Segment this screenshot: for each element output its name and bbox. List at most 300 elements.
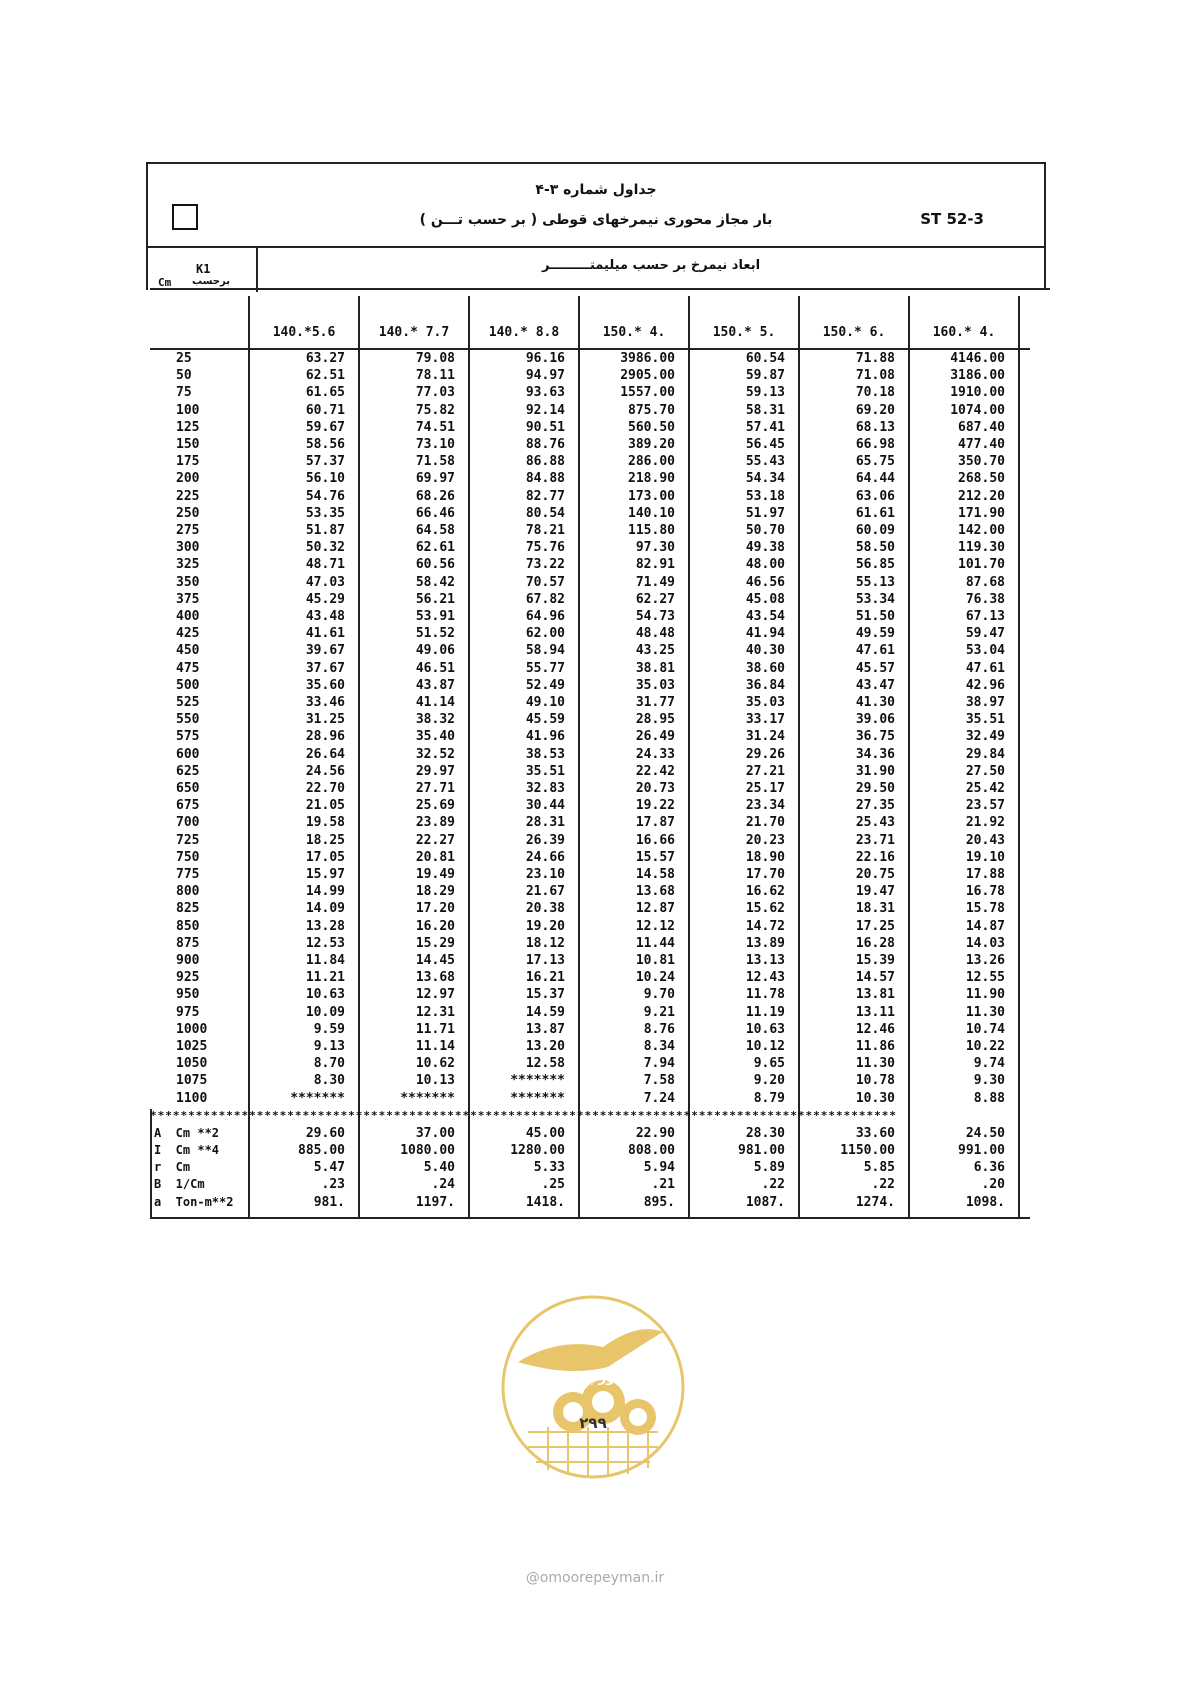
table-cell: 17.13	[525, 953, 565, 968]
table-cell: 53.18	[745, 488, 785, 504]
table-cell: 20.75	[855, 867, 895, 882]
row-k-value: 550	[176, 712, 200, 728]
table-cell: 18.12	[525, 935, 565, 951]
table-cell: 41.61	[305, 626, 345, 642]
table-cell: 3986.00	[620, 351, 675, 366]
table-cell: 97.30	[635, 540, 675, 556]
row-k-value: 500	[176, 677, 200, 693]
table-cell: 46.56	[745, 574, 785, 590]
table-cell: 31.25	[305, 712, 345, 728]
table-cell: *******	[510, 1090, 565, 1106]
table-cell: 30.44	[525, 798, 565, 814]
steel-grade: ST 52-3	[920, 210, 984, 228]
table-cell: 49.59	[855, 626, 895, 642]
row-k-value: 675	[176, 798, 200, 814]
table-cell: 55.43	[745, 454, 785, 470]
table-cell: 25.69	[415, 798, 455, 814]
table-cell: 13.68	[415, 970, 455, 986]
table-cell: 62.00	[525, 626, 565, 642]
table-cell: 25.17	[745, 781, 785, 796]
table-cell: 64.96	[525, 609, 565, 624]
table-cell: 17.70	[745, 867, 785, 882]
table-cell: 8.88	[973, 1090, 1005, 1106]
table-cell: 41.96	[525, 729, 565, 745]
table-cell: 15.39	[855, 953, 895, 968]
table-cell: 11.19	[745, 1004, 785, 1020]
table-cell: 13.28	[305, 918, 345, 934]
table-cell: 12.12	[635, 918, 675, 934]
table-cell: 49.06	[415, 643, 455, 659]
table-cell: 350.70	[958, 454, 1005, 470]
table-cell: 49.10	[525, 695, 565, 710]
row-k-value: 800	[176, 884, 200, 900]
property-cell: .22	[871, 1177, 895, 1193]
property-cell: 885.00	[298, 1143, 345, 1158]
table-cell: 70.57	[525, 574, 565, 590]
row-k-value: 275	[176, 523, 200, 538]
table-cell: *******	[400, 1090, 455, 1106]
table-cell: 42.96	[965, 677, 1005, 693]
table-cell: 28.31	[525, 815, 565, 831]
table-cell: 15.29	[415, 935, 455, 951]
table-cell: 11.78	[745, 987, 785, 1003]
table-cell: 10.62	[415, 1056, 455, 1072]
table-cell: *******	[290, 1090, 345, 1106]
table-cell: 18.90	[745, 849, 785, 865]
table-cell: 19.58	[305, 815, 345, 831]
table-cell: 16.28	[855, 935, 895, 951]
table-cell: 77.03	[415, 385, 455, 401]
table-cell: 78.21	[525, 523, 565, 538]
table-cell: 43.25	[635, 643, 675, 659]
table-cell: 21.67	[525, 884, 565, 900]
table-cell: 55.77	[525, 660, 565, 676]
property-cell: 6.36	[973, 1160, 1005, 1176]
table-cell: 12.31	[415, 1004, 455, 1020]
property-cell: .25	[541, 1177, 565, 1193]
table-cell: 43.54	[745, 609, 785, 624]
table-cell: 27.21	[745, 763, 785, 779]
table-cell: 9.65	[753, 1056, 785, 1072]
table-cell: 28.95	[635, 712, 675, 728]
table-cell: 19.10	[965, 849, 1005, 865]
table-cell: 60.54	[745, 351, 785, 366]
table-cell: 96.16	[525, 351, 565, 366]
row-k-value: 1000	[176, 1021, 208, 1037]
k1-label: K1	[196, 262, 211, 276]
table-cell: 16.20	[415, 918, 455, 934]
table-cell: 14.03	[965, 935, 1005, 951]
table-cell: 29.50	[855, 781, 895, 796]
table-cell: 20.38	[525, 901, 565, 917]
table-number: جداول شماره ۳-۴	[535, 182, 657, 198]
table-cell: 8.30	[313, 1073, 345, 1089]
table-cell: 29.97	[415, 763, 455, 779]
table-cell: 54.34	[745, 471, 785, 487]
property-cell: 5.89	[753, 1160, 785, 1176]
table-cell: 87.68	[965, 574, 1005, 590]
table-cell: 71.49	[635, 574, 675, 590]
row-k-value: 1025	[176, 1039, 208, 1054]
table-cell: 67.13	[965, 609, 1005, 624]
row-k-value: 425	[176, 626, 200, 642]
table-cell: 10.63	[745, 1021, 785, 1037]
page-number: ۲۹۹	[579, 1414, 607, 1432]
table-cell: 50.32	[305, 540, 345, 556]
table-cell: 560.50	[628, 419, 675, 435]
row-k-value: 775	[176, 867, 200, 882]
table-cell: 8.70	[313, 1056, 345, 1072]
table-cell: 50.70	[745, 523, 785, 538]
property-cell: .20	[981, 1177, 1005, 1193]
table-cell: 14.87	[965, 918, 1005, 934]
table-cell: 7.94	[643, 1056, 675, 1072]
table-cell: 35.51	[525, 763, 565, 779]
table-cell: 56.45	[745, 437, 785, 452]
table-cell: 26.64	[305, 746, 345, 762]
table-cell: 171.90	[958, 505, 1005, 521]
column-header: 150.* 5.	[712, 325, 776, 340]
table-cell: 86.88	[525, 454, 565, 470]
table-cell: 9.13	[313, 1039, 345, 1054]
table-cell: 84.88	[525, 471, 565, 487]
table-cell: 9.30	[973, 1073, 1005, 1089]
table-cell: 17.05	[305, 849, 345, 865]
column-header: 140.* 8.8	[488, 325, 560, 340]
table-cell: 10.78	[855, 1073, 895, 1089]
property-cell: 5.47	[313, 1160, 345, 1176]
table-cell: 58.31	[745, 402, 785, 418]
table-cell: 37.67	[305, 660, 345, 676]
row-k-value: 125	[176, 419, 200, 435]
property-cell: .21	[651, 1177, 675, 1193]
table-cell: 14.45	[415, 953, 455, 968]
row-k-value: 750	[176, 849, 200, 865]
table-cell: 70.18	[855, 385, 895, 401]
seal-text: امور پیمان	[559, 1371, 627, 1386]
table-cell: 65.75	[855, 454, 895, 470]
table-cell: 56.10	[305, 471, 345, 487]
property-cell: 37.00	[415, 1125, 455, 1141]
table-cell: 68.13	[855, 419, 895, 435]
table-cell: 13.13	[745, 953, 785, 968]
table-cell: 18.25	[305, 832, 345, 848]
table-cell: 43.48	[305, 609, 345, 624]
k1-unit: برحسب	[192, 276, 230, 287]
row-k-value: 850	[176, 918, 200, 934]
table-cell: 11.30	[965, 1004, 1005, 1020]
table-cell: 35.40	[415, 729, 455, 745]
property-cell: 1197.	[415, 1194, 455, 1210]
table-cell: 10.09	[305, 1004, 345, 1020]
row-k-value: 350	[176, 574, 200, 590]
property-cell: 5.40	[423, 1160, 455, 1176]
seal-logo-icon	[498, 1292, 688, 1482]
table-cell: 82.91	[635, 557, 675, 573]
table-cell: 59.47	[965, 626, 1005, 642]
table-cell: 31.24	[745, 729, 785, 745]
table-cell: 63.27	[305, 351, 345, 366]
table-cell: 12.87	[635, 901, 675, 917]
table-cell: 12.43	[745, 970, 785, 986]
table-cell: 22.42	[635, 763, 675, 779]
property-cell: 22.90	[635, 1125, 675, 1141]
table-cell: 53.04	[965, 643, 1005, 659]
table-cell: 32.49	[965, 729, 1005, 745]
table-cell: 43.47	[855, 677, 895, 693]
property-cell: 981.00	[738, 1143, 785, 1158]
table-cell: 51.87	[305, 523, 345, 538]
table-cell: 477.40	[958, 437, 1005, 452]
row-k-value: 75	[176, 385, 192, 401]
table-cell: 9.21	[643, 1004, 675, 1020]
row-k-value: 25	[176, 351, 192, 366]
table-cell: 13.11	[855, 1004, 895, 1020]
table-cell: 9.59	[313, 1021, 345, 1037]
table-cell: 53.35	[305, 505, 345, 521]
table-cell: 62.61	[415, 540, 455, 556]
table-cell: 66.98	[855, 437, 895, 452]
table-cell: 69.97	[415, 471, 455, 487]
row-k-value: 300	[176, 540, 200, 556]
property-cell: 5.85	[863, 1160, 895, 1176]
table-cell: 49.38	[745, 540, 785, 556]
cm-label: Cm	[158, 276, 172, 289]
row-k-value: 375	[176, 591, 200, 607]
table-cell: 60.09	[855, 523, 895, 538]
title-row	[148, 164, 1044, 248]
table-cell: 47.03	[305, 574, 345, 590]
k1-cell	[148, 248, 258, 292]
table-cell: 10.81	[635, 953, 675, 968]
table-cell: 38.53	[525, 746, 565, 762]
table-cell: 2905.00	[620, 368, 675, 384]
table-cell: 35.03	[745, 695, 785, 710]
table-cell: 12.53	[305, 935, 345, 951]
property-cell: 991.00	[958, 1143, 1005, 1158]
table-cell: 71.08	[855, 368, 895, 384]
table-cell: 58.56	[305, 437, 345, 452]
table-cell: 15.37	[525, 987, 565, 1003]
table-cell: 59.87	[745, 368, 785, 384]
table-cell: 16.66	[635, 832, 675, 848]
table-cell: 19.49	[415, 867, 455, 882]
table-cell: 10.30	[855, 1090, 895, 1106]
row-k-value: 975	[176, 1004, 200, 1020]
table-cell: 7.24	[643, 1090, 675, 1106]
table-cell: 1910.00	[950, 385, 1005, 401]
table-cell: 80.54	[525, 505, 565, 521]
property-cell: 5.94	[643, 1160, 675, 1176]
table-cell: 31.90	[855, 763, 895, 779]
table-cell: 15.97	[305, 867, 345, 882]
table-cell: 25.43	[855, 815, 895, 831]
table-cell: 9.20	[753, 1073, 785, 1089]
property-cell: 5.33	[533, 1160, 565, 1176]
table-cell: 29.84	[965, 746, 1005, 762]
table-cell: 45.08	[745, 591, 785, 607]
table-cell: 38.81	[635, 660, 675, 676]
table-cell: 25.42	[965, 781, 1005, 796]
property-cell: 1274.	[855, 1194, 895, 1210]
table-cell: 12.97	[415, 987, 455, 1003]
table-cell: 14.58	[635, 867, 675, 882]
table-cell: 32.83	[525, 781, 565, 796]
table-cell: 82.77	[525, 488, 565, 504]
table-cell: 21.92	[965, 815, 1005, 831]
table-cell: 78.11	[415, 368, 455, 384]
table-cell: 20.43	[965, 832, 1005, 848]
table-cell: 29.26	[745, 746, 785, 762]
table-cell: 62.27	[635, 591, 675, 607]
table-cell: 61.65	[305, 385, 345, 401]
table-cell: 24.66	[525, 849, 565, 865]
row-k-value: 600	[176, 746, 200, 762]
table-cell: 23.10	[525, 867, 565, 882]
table-cell: 15.78	[965, 901, 1005, 917]
table-cell: 93.63	[525, 385, 565, 401]
property-cell: 33.60	[855, 1125, 895, 1141]
dimensions-label: ابعاد نیمرخ بر حسب میلیمتـــــــــر	[541, 258, 761, 273]
table-cell: 36.84	[745, 677, 785, 693]
property-cell: 808.00	[628, 1143, 675, 1158]
table-cell: 14.57	[855, 970, 895, 986]
table-cell: 18.31	[855, 901, 895, 917]
table-cell: 56.85	[855, 557, 895, 573]
table-cell: 10.63	[305, 987, 345, 1003]
table-cell: 68.26	[415, 488, 455, 504]
table-cell: 13.87	[525, 1021, 565, 1037]
table-cell: 11.86	[855, 1039, 895, 1054]
table-cell: 14.59	[525, 1004, 565, 1020]
table-cell: 16.78	[965, 884, 1005, 900]
table-cell: 90.51	[525, 419, 565, 435]
column-header: 150.* 4.	[602, 325, 666, 340]
table-cell: 76.38	[965, 591, 1005, 607]
table-cell: 43.87	[415, 677, 455, 693]
table-cell: 23.57	[965, 798, 1005, 814]
property-name: I Cm **4	[154, 1143, 220, 1157]
table-cell: 92.14	[525, 402, 565, 418]
row-k-value: 450	[176, 643, 200, 659]
table-cell: 60.71	[305, 402, 345, 418]
table-cell: 33.46	[305, 695, 345, 710]
table-cell: 268.50	[958, 471, 1005, 487]
row-k-value: 650	[176, 781, 200, 796]
table-cell: 21.70	[745, 815, 785, 831]
table-cell: 40.30	[745, 643, 785, 659]
row-k-value: 575	[176, 729, 200, 745]
table-cell: 51.97	[745, 505, 785, 521]
property-name: a Ton-m**2	[154, 1194, 234, 1209]
table-cell: 35.03	[635, 677, 675, 693]
table-cell: 45.57	[855, 660, 895, 676]
table-cell: 1557.00	[620, 385, 675, 401]
table-cell: 7.58	[643, 1073, 675, 1089]
row-k-value: 150	[176, 437, 200, 452]
table-cell: 10.13	[415, 1073, 455, 1089]
table-cell: 58.94	[525, 643, 565, 659]
website-watermark: @omoorepeyman.ir	[525, 1570, 665, 1586]
row-k-value: 400	[176, 609, 200, 624]
table-cell: 67.82	[525, 591, 565, 607]
table-cell: 46.51	[415, 660, 455, 676]
table-cell: 17.20	[415, 901, 455, 917]
left-border	[150, 1109, 152, 1217]
table-cell: 59.13	[745, 385, 785, 401]
table-cell: 142.00	[958, 523, 1005, 538]
property-cell: 24.50	[965, 1125, 1005, 1141]
table-cell: 17.87	[635, 815, 675, 831]
table-cell: 140.10	[628, 505, 675, 521]
property-name: A Cm **2	[154, 1125, 220, 1140]
property-cell: 1080.00	[400, 1143, 455, 1158]
table-cell: 3186.00	[950, 368, 1005, 384]
table-cell: 11.30	[855, 1056, 895, 1072]
table-cell: 10.12	[745, 1039, 785, 1054]
table-cell: 47.61	[965, 660, 1005, 676]
table-cell: 10.74	[965, 1021, 1005, 1037]
separator-stars: **************************************************************************************************	[150, 1108, 898, 1122]
header-bottom-rule	[150, 288, 1050, 290]
column-header: 140.* 7.7	[378, 325, 450, 340]
table-cell: 27.35	[855, 798, 895, 814]
table-cell: 26.49	[635, 729, 675, 745]
table-cell: 173.00	[628, 488, 675, 504]
table-cell: 39.67	[305, 643, 345, 659]
bottom-rule	[150, 1217, 1030, 1219]
table-cell: 8.79	[753, 1090, 785, 1106]
table-cell: 56.21	[415, 591, 455, 607]
table-cell: 16.21	[525, 970, 565, 986]
property-name: r Cm	[154, 1160, 191, 1175]
table-cell: 38.60	[745, 660, 785, 676]
table-cell: 51.52	[415, 626, 455, 642]
table-cell: 63.06	[855, 488, 895, 504]
property-cell: 1150.00	[840, 1143, 895, 1158]
table-cell: 22.70	[305, 781, 345, 796]
property-cell: 1087.	[745, 1194, 785, 1210]
table-cell: 10.22	[965, 1039, 1005, 1054]
table-cell: 53.34	[855, 591, 895, 607]
table-cell: 71.58	[415, 454, 455, 470]
table-cell: 53.91	[415, 609, 455, 624]
table-header	[146, 162, 1046, 290]
table-cell: 13.26	[965, 953, 1005, 968]
table-cell: 1074.00	[950, 402, 1005, 418]
property-cell: .22	[761, 1177, 785, 1193]
table-cell: 41.94	[745, 626, 785, 642]
table-cell: 38.97	[965, 695, 1005, 710]
table-cell: 28.96	[305, 729, 345, 745]
table-cell: 73.22	[525, 557, 565, 573]
table-cell: 11.71	[415, 1021, 455, 1037]
table-cell: 27.71	[415, 781, 455, 796]
table-cell: 47.61	[855, 643, 895, 659]
table-cell: 57.37	[305, 454, 345, 470]
table-cell: 41.14	[415, 695, 455, 710]
table-cell: 8.76	[643, 1021, 675, 1037]
table-cell: 8.34	[643, 1039, 675, 1054]
dimension-row	[148, 248, 1044, 292]
column-header: 160.* 4.	[932, 325, 996, 340]
table-cell: 22.16	[855, 849, 895, 865]
table-cell: 24.56	[305, 763, 345, 779]
table-cell: 64.44	[855, 471, 895, 487]
table-cell: 18.29	[415, 884, 455, 900]
row-k-value: 225	[176, 488, 200, 504]
row-k-value: 175	[176, 454, 200, 470]
